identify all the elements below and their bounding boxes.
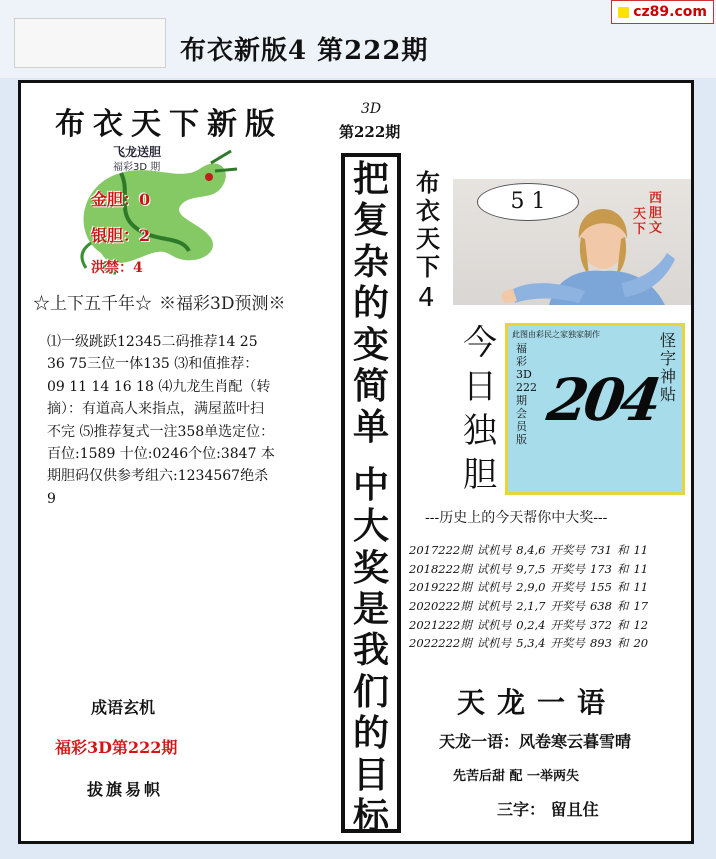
history-cell: 2022222期 (409, 636, 472, 651)
history-cell: 开奖号 (550, 543, 585, 558)
dragon-caption: 飞龙送胆 (113, 145, 162, 159)
history-cell: 开奖号 (550, 580, 585, 595)
side-red-text: 西胆文 (649, 191, 663, 236)
slogan-char: 中 (352, 463, 389, 506)
site-square-icon (618, 7, 629, 18)
tianlong-title: 天龙一语 (457, 686, 618, 719)
history-row (409, 597, 653, 616)
history-cell: 开奖号 (550, 561, 585, 576)
history-cell: 试机号 (476, 617, 512, 632)
card-caption: 此图由彩民之家独家制作 (512, 330, 600, 339)
history-cell: 2018222期 (409, 561, 472, 576)
slogan-char: 简 (352, 365, 389, 408)
today-char: 胆 (463, 455, 497, 495)
gold-pick: 金胆：0 (91, 190, 151, 209)
history-cell: 试机号 (476, 580, 512, 595)
history-cell: 2,1,7 (516, 599, 546, 614)
tagline-a: ☆上下五千年☆ (33, 294, 152, 314)
brand-vertical (413, 169, 443, 281)
brand-char: 天 (416, 224, 440, 253)
history-cell: 试机号 (476, 561, 512, 576)
history-cell: 和 (616, 543, 629, 558)
history-cell: 893 (589, 636, 612, 651)
site-badge[interactable] (611, 0, 714, 24)
slogan-char: 复 (352, 199, 389, 242)
speech-bubble: 5 1 (477, 183, 579, 221)
history-cell: 开奖号 (550, 599, 585, 614)
history-cell: 17 (633, 599, 649, 614)
history-cell: 0,2,4 (516, 617, 546, 632)
card-right-text: 怪字神贴 (660, 331, 677, 404)
slogan-char: 奖 (352, 546, 389, 589)
history-cell: 开奖号 (550, 636, 585, 651)
brand-char: 下 (416, 252, 440, 281)
slogan-box (341, 153, 401, 838)
logo-placeholder (14, 18, 166, 68)
slogan-char: 是 (352, 588, 389, 631)
card-big-number: 204 (543, 366, 662, 434)
history-cell: 11 (633, 561, 649, 576)
history-cell: 和 (616, 561, 629, 576)
tianlong-line-3: 三字： 留且住 (497, 800, 599, 819)
recommend-text: ⑴一级跳跃12345二码推荐14 25 36 75三位一体135 ⑶和值推荐：09 11 14 16 18 ⑷九龙生肖配（转摘）：有道高人来指点，满屋蓝叶扫不完 ⑸推荐复式一注358单选定位：百位:1589 十位:0246个位:3847 本期胆码仅供参考组六:1234567绝杀9 (47, 334, 275, 507)
slogan-char: 单 (352, 406, 389, 449)
idiom-title: 成语玄机 (91, 698, 156, 717)
slogan-char: 大 (352, 505, 389, 548)
history-cell: 11 (633, 580, 649, 595)
history-cell: 155 (589, 580, 612, 595)
slogan-char: 的 (352, 282, 389, 325)
history-cell: 20 (633, 636, 649, 651)
slogan-char: 把 (352, 158, 389, 200)
slogan-char: 目 (352, 753, 389, 796)
issue-number: 第222期 (339, 123, 401, 141)
slogan-char: 杂 (352, 240, 389, 283)
card-left-text: 福彩3D 222期会员版 (516, 342, 537, 446)
dragon-caption-2: 福彩3D 期 (113, 162, 161, 173)
history-cell: 11 (633, 543, 649, 558)
brand-char: 衣 (416, 196, 440, 225)
pick-card (505, 323, 685, 495)
today-char: 今 (463, 323, 497, 363)
history-cell: 372 (589, 617, 612, 632)
idiom-issue: 福彩3D第222期 (55, 738, 178, 757)
tagline-b: ※福彩3D预测※ (159, 294, 286, 314)
history-row (409, 615, 653, 634)
history-cell: 2019222期 (409, 580, 472, 595)
today-heading (457, 321, 503, 497)
slogan-char: 标 (352, 795, 389, 838)
silver-pick: 银胆：2 (91, 226, 151, 245)
history-cell: 试机号 (476, 599, 512, 614)
slogan-char: 们 (352, 670, 389, 713)
history-cell: 12 (633, 617, 649, 632)
tianlong-line-1: 天龙一语：风卷寒云暮雪晴 (439, 732, 632, 751)
ban-pick: 洪禁：4 (91, 260, 143, 276)
history-cell: 8,4,6 (516, 543, 546, 558)
history-cell: 2021222期 (409, 617, 472, 632)
slogan-char: 变 (352, 323, 389, 366)
history-row (409, 560, 653, 579)
history-cell: 173 (589, 561, 612, 576)
history-cell: 2020222期 (409, 599, 472, 614)
lottery-label: 3D (361, 101, 382, 117)
history-cell: 和 (616, 636, 629, 651)
site-badge-text: cz89.com (633, 4, 707, 20)
history-cell: 试机号 (476, 636, 512, 651)
brand-char: 布 (416, 168, 440, 197)
today-char: 独 (463, 411, 497, 451)
history-row (409, 634, 653, 653)
history-cell: 5,3,4 (516, 636, 546, 651)
page-title: 布衣新版4 第222期 (180, 36, 429, 66)
idiom-answer: 拔旗易帜 (87, 780, 164, 799)
tianlong-line-2: 先苦后甜 配 一举两失 (453, 769, 580, 784)
history-title: ---历史上的今天帮你中大奖--- (425, 510, 608, 526)
history-cell: 2,9,0 (516, 580, 546, 595)
history-row (409, 578, 653, 597)
history-table (409, 541, 653, 653)
history-cell: 2017222期 (409, 543, 472, 558)
history-cell: 试机号 (476, 543, 512, 558)
slogan-char: 的 (352, 712, 389, 755)
slogan-char: 我 (352, 629, 389, 672)
side-red-text-2: 天下 (633, 207, 647, 237)
history-cell: 638 (589, 599, 612, 614)
history-cell: 和 (616, 580, 629, 595)
history-cell: 和 (616, 617, 629, 632)
history-cell: 9,7,5 (516, 561, 546, 576)
history-cell: 731 (589, 543, 612, 558)
brand-number: 4 (418, 283, 435, 313)
main-frame (18, 80, 694, 844)
history-cell: 开奖号 (550, 617, 585, 632)
left-title: 布衣天下新版 (55, 107, 283, 142)
history-cell: 和 (616, 599, 629, 614)
history-row (409, 541, 653, 560)
today-char: 日 (463, 367, 497, 407)
